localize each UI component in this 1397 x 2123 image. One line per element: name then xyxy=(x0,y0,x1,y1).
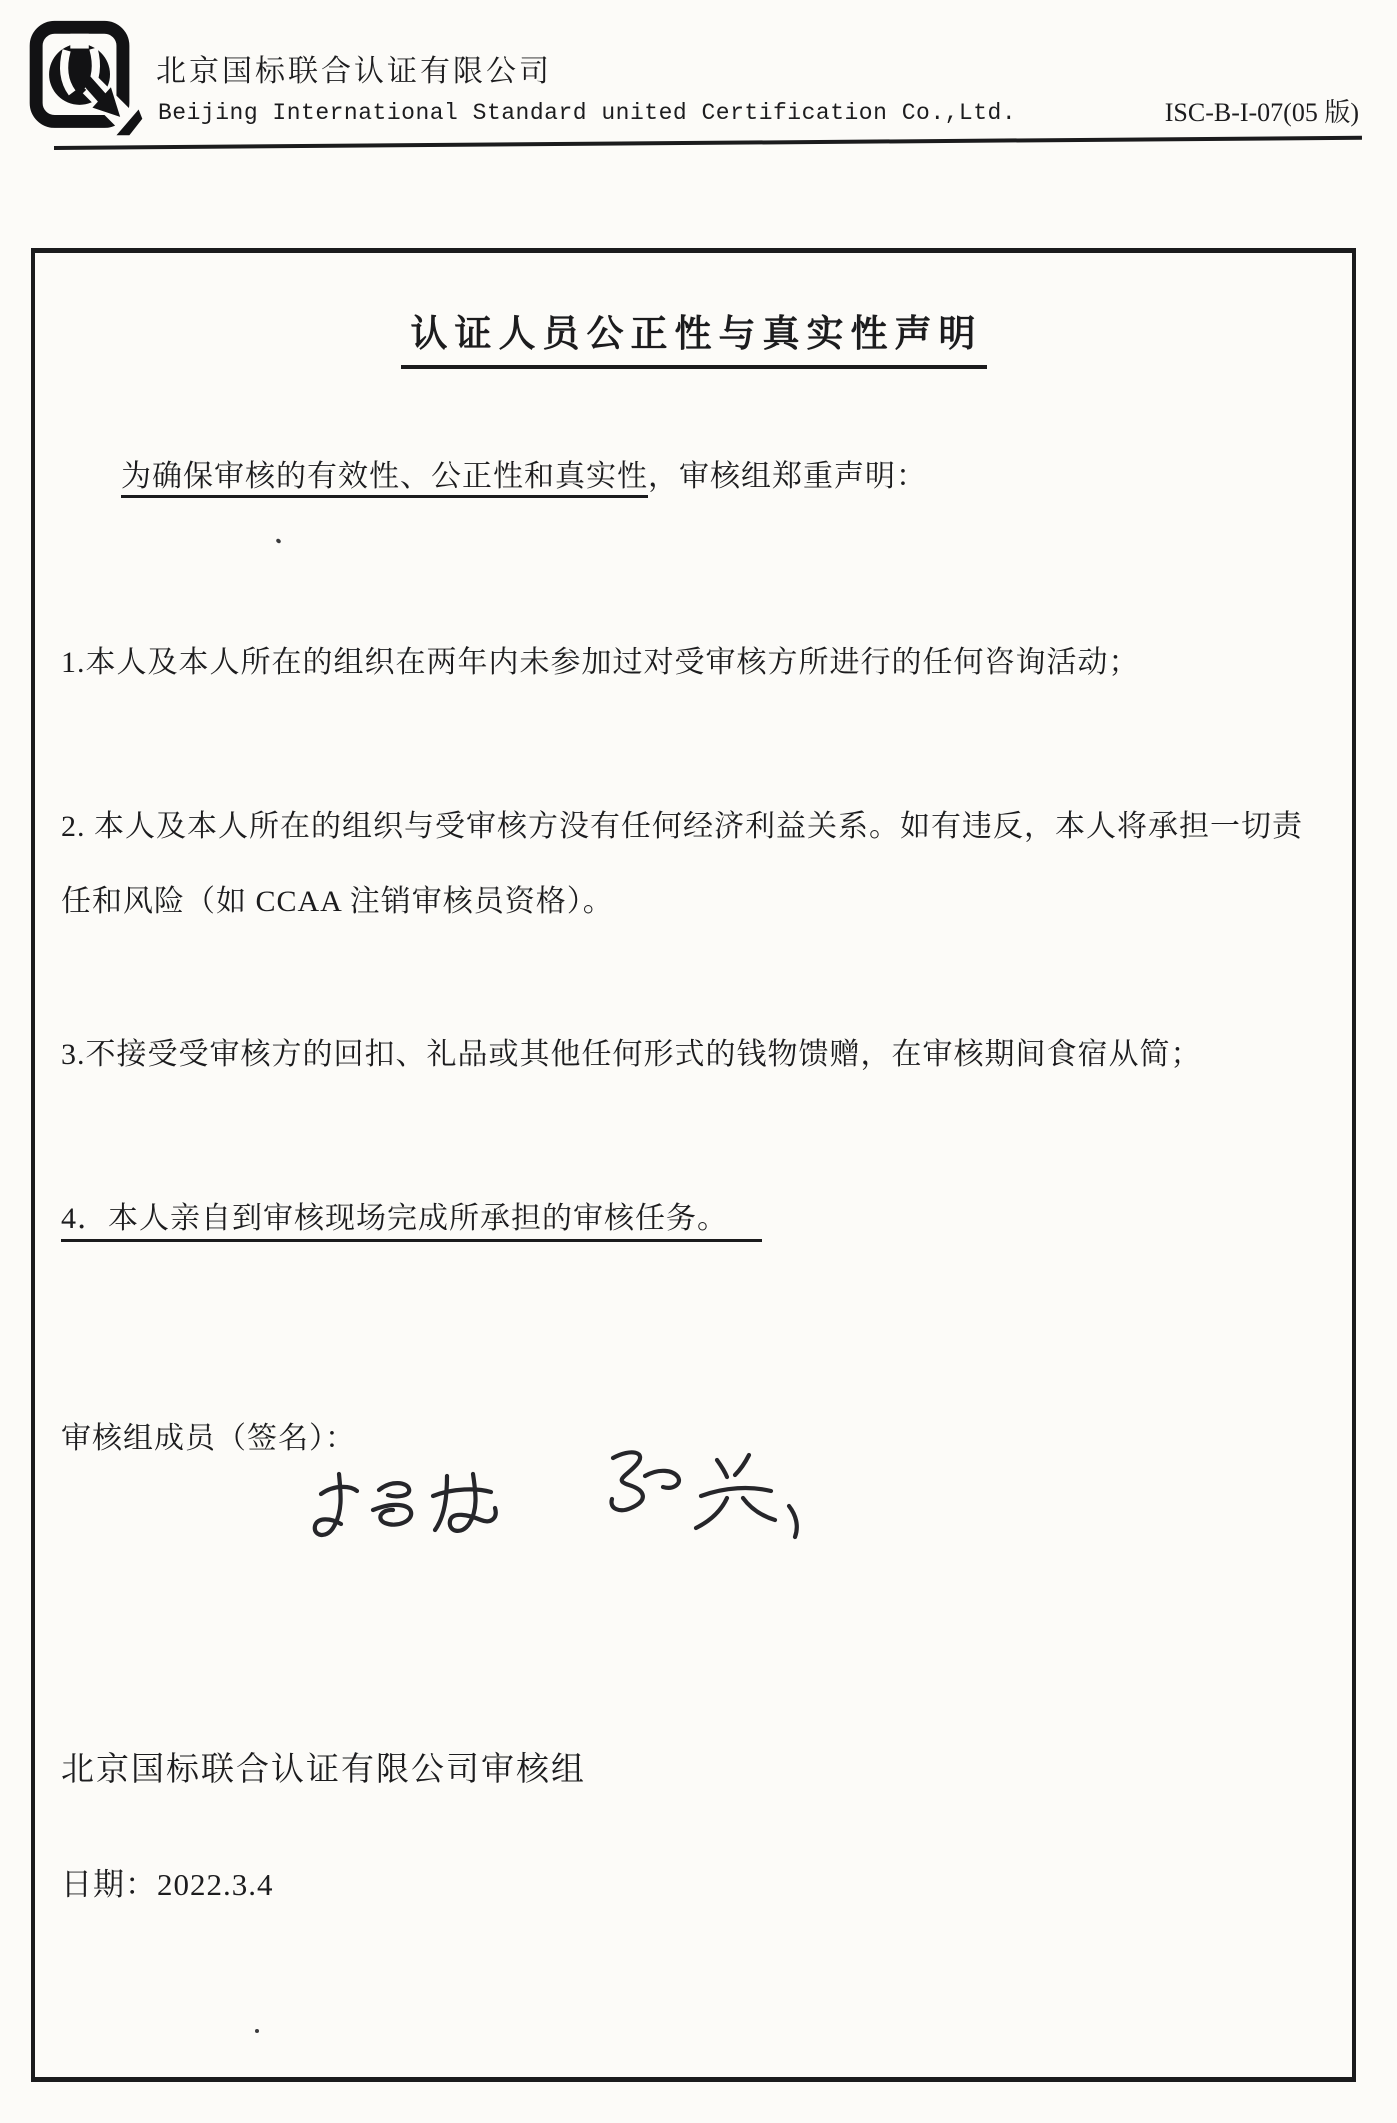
intro-rest-text: ，审核组郑重声明： xyxy=(648,460,927,493)
date-line: 日期：2022.3.4 xyxy=(61,1867,274,1902)
item-4-underlined-text: 4．本人亲自到审核现场完成所承担的审核任务。 xyxy=(61,1202,762,1242)
intro-paragraph xyxy=(61,439,1329,514)
intro-underlined-text: 为确保审核的有效性、公正性和真实性 xyxy=(121,460,648,498)
declaration-item-3: 3.不接受受审核方的回扣、礼品或其他任何形式的钱物馈赠，在审核期间食宿从简； xyxy=(61,1038,1202,1071)
document-code: ISC-B-I-07(05 版) xyxy=(1164,98,1359,127)
header-divider-line xyxy=(54,136,1362,150)
declaration-border-box xyxy=(31,248,1356,2082)
signature-label: 审核组成员（签名）： xyxy=(61,1422,356,1455)
handwritten-signature-1 xyxy=(301,1458,559,1570)
company-logo-icon xyxy=(26,18,146,140)
handwritten-signature-2 xyxy=(583,1438,835,1558)
document-title xyxy=(35,303,1352,369)
declaration-item-1: 1.本人及本人所在的组织在两年内未参加过对受审核方所进行的任何咨询活动； xyxy=(61,646,1140,679)
company-name-english: Beijing International Standard united Certification Co.,Ltd. xyxy=(158,100,1017,126)
declaration-item-4 xyxy=(61,1181,1329,1256)
document-title-text: 认证人员公正性与真实性声明 xyxy=(401,303,987,369)
scan-speck xyxy=(255,2029,259,2033)
audit-team-line: 北京国标联合认证有限公司审核组 xyxy=(61,1752,586,1788)
company-name-chinese: 北京国标联合认证有限公司 xyxy=(156,55,552,88)
declaration-item-2: 2. 本人及本人所在的组织与受审核方没有任何经济利益关系。如有违反，本人将承担一切责任和风险（如 CCAA 注销审核员资格）。 xyxy=(61,810,1303,918)
scan-speck xyxy=(275,538,281,544)
